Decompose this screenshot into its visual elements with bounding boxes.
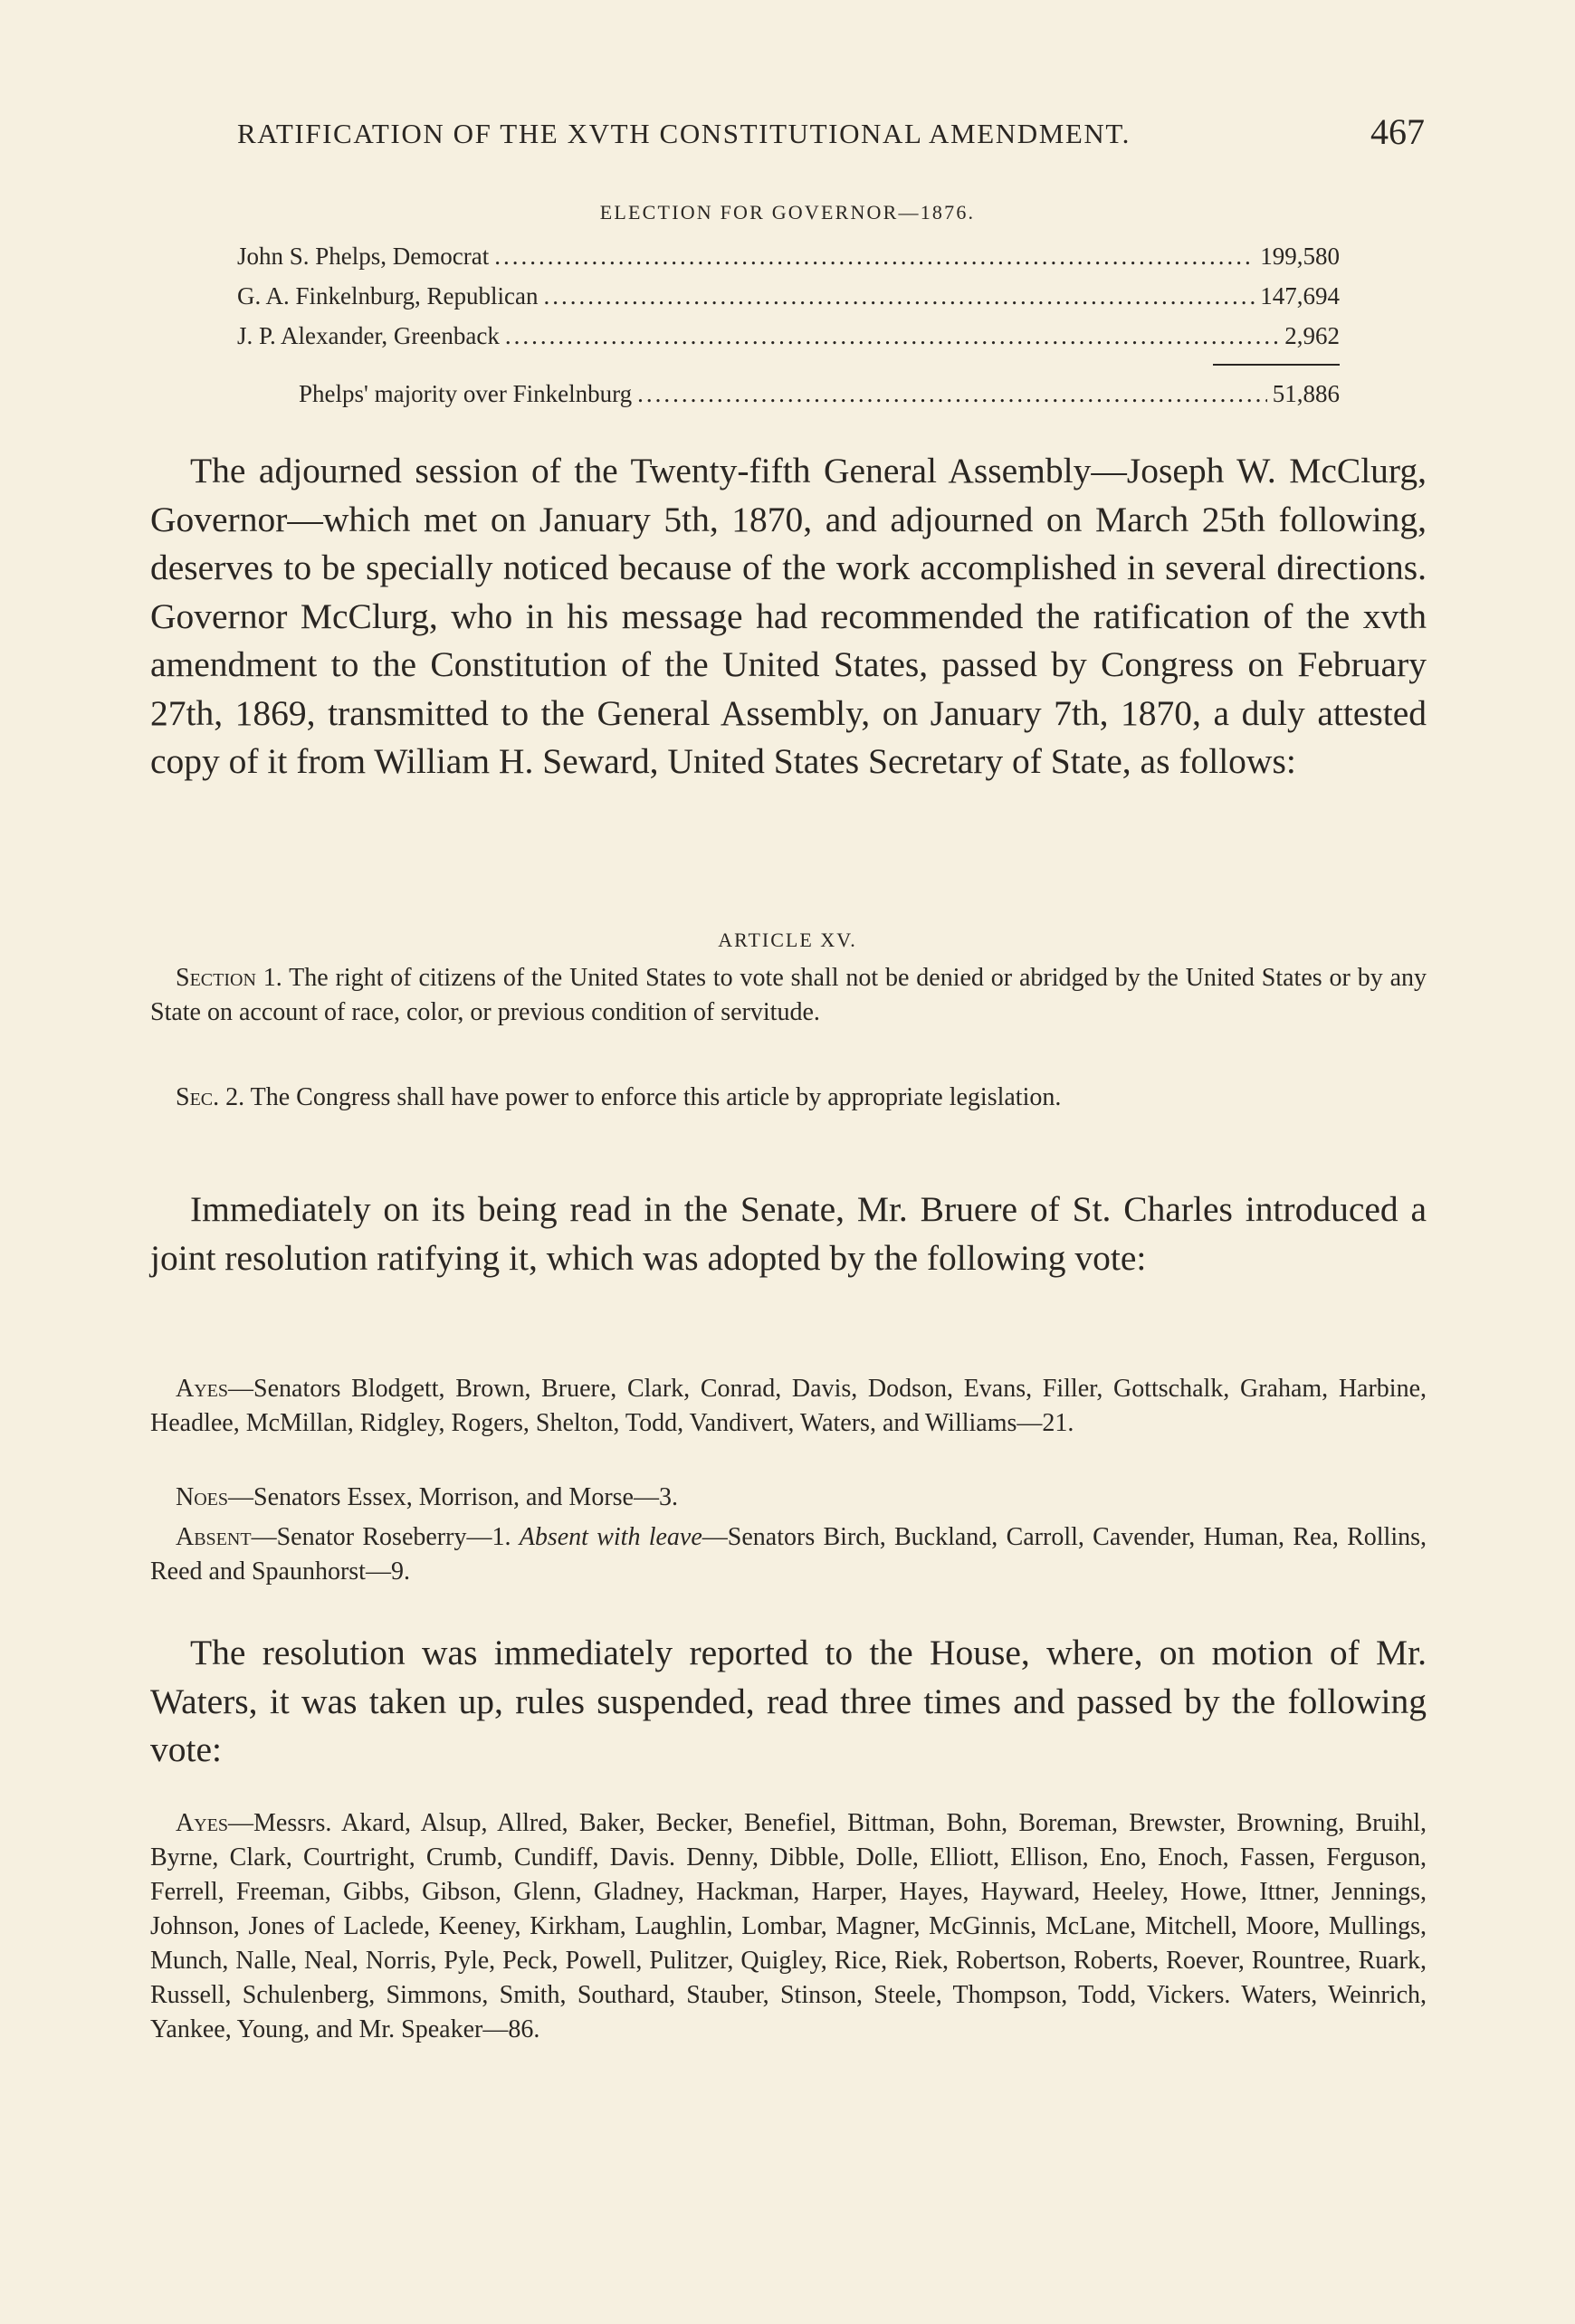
senate-noes — [150, 1481, 1427, 1515]
vote-text: —Messrs. Akard, Alsup, Allred, Baker, Becker, Benefiel, Bittman, Bohn, Boreman, Brewster, Browning, Bruihl, Byrne, Clark, Courtright, Crumb, Cundiff, Davis. Denny, Dibble, Dolle, Elliott, Ellison, Eno, Enoch, Fassen, Ferguson, Ferrell, Freeman, Gibbs, Gibson, Glenn, Gladney, Hackman, Harper, Hayes, Hayward, Heeley, Howe, Ittner, Jennings, Johnson, Jones of Laclede, Keeney, Kirkham, Laughlin, Lombar, Magner, McGinnis, McLane, Mitchell, Moore, Mullings, Munch, Nalle, Neal, Norris, Pyle, Peck, Powell, Pulitzer, Quigley, Rice, Riek, Robertson, Roberts, Roever, Rountree, Ruark, Russell, Schulenberg, Simmons, Smith, Southard, Stauber, Stinson, Steele, Thompson, Todd, Vickers. Waters, Weinrich, Yankee, Young, and Mr. Speaker—86. — [150, 1809, 1427, 2043]
paragraph-adjourned-session: The adjourned session of the Twenty-fifth General Assembly—Joseph W. McClurg, Governor—which met on January 5th, 1870, and adjourned on March 25th following, deserves to be specially noticed because of the work accomplished in several directions. Governor McClurg, who in his message had recommended the ratification of the xvth amendment to the Constitution of the United States, passed by Congress on February 27th, 1869, transmitted to the General Assembly, on January 7th, 1870, a duly attested copy of it from William H. Seward, United States Secretary of State, as follows: — [150, 451, 1427, 781]
vote-label: Ayes — [176, 1375, 229, 1403]
majority-row — [299, 380, 1340, 420]
vote-text: —Senators Birch, Buckland, Carroll, Cavender, Human, Rea, Rollins, Reed and Spaunhorst—9. — [150, 1523, 1427, 1586]
running-head — [237, 110, 1425, 156]
section-text: The right of citizens of the United States to vote shall not be denied or abridged by the United States or by any State on account of race, color, or previous condition of servitude. — [150, 964, 1427, 1026]
candidate-votes: 147,694 — [1260, 282, 1340, 310]
article-section-2 — [150, 1081, 1427, 1115]
vote-label: Ayes — [176, 1809, 229, 1837]
vote-text: —Senators Blodgett, Brown, Bruere, Clark, Conrad, Davis, Dodson, Evans, Filler, Gottschalk, Graham, Harbine, Headlee, McMillan, Ridgley, Rogers, Shelton, Todd, Vandivert, Waters, and Williams—21. — [150, 1375, 1427, 1437]
senate-ayes — [150, 1372, 1427, 1441]
vote-text: —Senators Essex, Morrison, and Morse—3. — [228, 1483, 678, 1511]
dot-leader — [505, 322, 1279, 350]
dot-leader — [494, 243, 1255, 271]
candidate-name: G. A. Finkelnburg, Republican — [237, 282, 539, 310]
majority-label: Phelps' majority over Finkelnburg — [299, 380, 633, 407]
vote-text: —Senator Roseberry—1. — [251, 1523, 511, 1551]
majority-votes: 51,886 — [1272, 380, 1340, 407]
table-row — [237, 322, 1340, 362]
senate-absent — [150, 1520, 1427, 1589]
election-results-table — [237, 243, 1340, 362]
vote-label: Noes — [176, 1483, 229, 1511]
section-label: Sec. 2. — [176, 1083, 245, 1111]
house-ayes — [150, 1806, 1427, 2047]
section-text: The Congress shall have power to enforce this article by appropriate legislation. — [250, 1083, 1062, 1111]
article-heading: ARTICLE XV. — [718, 929, 857, 951]
candidate-name: John S. Phelps, Democrat — [237, 243, 490, 270]
sum-rule — [1213, 364, 1340, 366]
paragraph-senate-reading: Immediately on its being read in the Senate, Mr. Bruere of St. Charles introduced a joint resolution ratifying it, which was adopted by the following vote: — [150, 1189, 1427, 1278]
vote-label: Absent — [176, 1523, 252, 1551]
running-head-title: RATIFICATION OF THE XVTH CONSTITUTIONAL AMENDMENT. — [237, 118, 1131, 149]
paragraph-house-report: The resolution was immediately reported to the House, where, on motion of Mr. Waters, it was taken up, rules suspended, read three times and passed by the following vote: — [150, 1633, 1427, 1769]
section-label: Section 1. — [176, 964, 282, 992]
article-section-1 — [150, 961, 1427, 1030]
table-row — [237, 282, 1340, 322]
candidate-votes: 199,580 — [1260, 243, 1340, 270]
dot-leader — [543, 282, 1255, 310]
election-table-title: ELECTION FOR GOVERNOR—1876. — [599, 201, 976, 224]
candidate-votes: 2,962 — [1284, 322, 1340, 349]
vote-label-italic: Absent with leave — [519, 1523, 702, 1551]
page-number: 467 — [1370, 111, 1425, 152]
table-row — [237, 243, 1340, 282]
dot-leader — [637, 380, 1267, 408]
candidate-name: J. P. Alexander, Greenback — [237, 322, 500, 349]
